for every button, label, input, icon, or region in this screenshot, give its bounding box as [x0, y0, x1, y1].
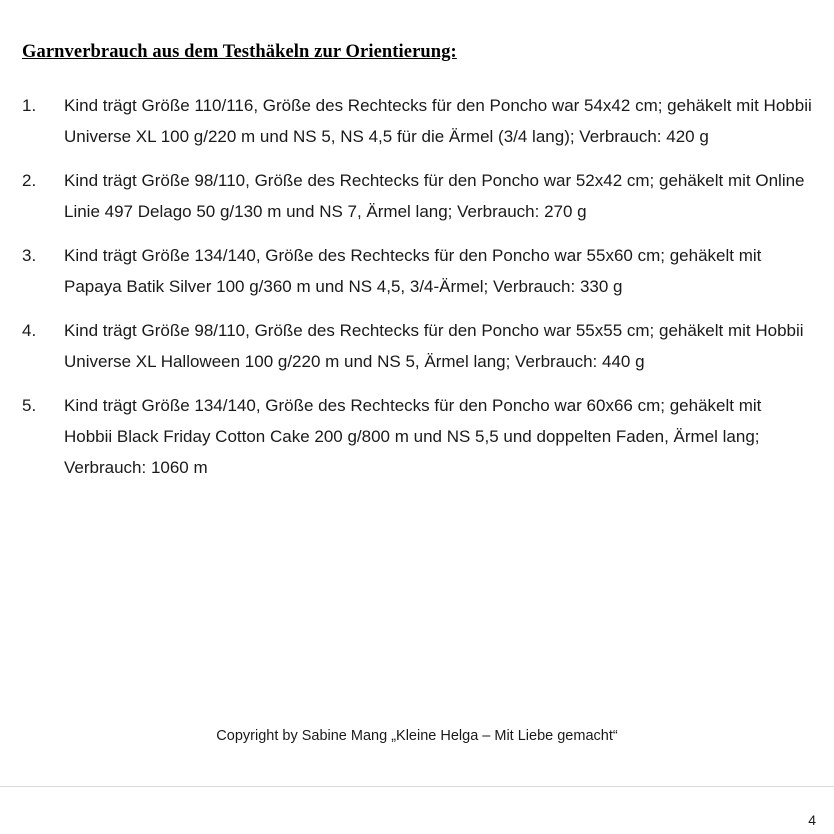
document-body	[22, 40, 812, 496]
list-item	[22, 240, 812, 302]
list-item-text: Kind trägt Größe 98/110, Größe des Rechtecks für den Poncho war 55x55 cm; gehäkelt mit Hobbii Universe XL Halloween 100 g/220 m und NS 5, Ärmel lang; Verbrauch: 440 g	[64, 321, 804, 372]
list-item-number: 3.	[22, 246, 37, 266]
list-item	[22, 390, 812, 483]
list-item	[22, 165, 812, 227]
page-number: 4	[808, 812, 816, 828]
page-title: Garnverbrauch aus dem Testhäkeln zur Orientierung:	[22, 42, 457, 62]
footer-divider	[0, 786, 834, 787]
list-item-number: 1.	[22, 96, 37, 116]
yarn-usage-list	[22, 90, 812, 483]
list-item-number: 5.	[22, 396, 37, 416]
list-item-number: 2.	[22, 171, 37, 191]
list-item-text: Kind trägt Größe 110/116, Größe des Rechtecks für den Poncho war 54x42 cm; gehäkelt mit Hobbii Universe XL 100 g/220 m und NS 5, NS 4,5 für die Ärmel (3/4 lang); Verbrauch: 420 g	[64, 96, 812, 147]
copyright-footer: Copyright by Sabine Mang „Kleine Helga – Mit Liebe gemacht“	[216, 728, 618, 744]
list-item-text: Kind trägt Größe 134/140, Größe des Rechtecks für den Poncho war 55x60 cm; gehäkelt mit Papaya Batik Silver 100 g/360 m und NS 4,5, 3/4-Ärmel; Verbrauch: 330 g	[64, 246, 762, 297]
list-item	[22, 90, 812, 152]
list-item	[22, 315, 812, 377]
list-item-text: Kind trägt Größe 98/110, Größe des Rechtecks für den Poncho war 52x42 cm; gehäkelt mit Online Linie 497 Delago 50 g/130 m und NS 7, Ärmel lang; Verbrauch: 270 g	[64, 171, 805, 222]
list-item-number: 4.	[22, 321, 37, 341]
list-item-text: Kind trägt Größe 134/140, Größe des Rechtecks für den Poncho war 60x66 cm; gehäkelt mit Hobbii Black Friday Cotton Cake 200 g/800 m und NS 5,5 und doppelten Faden, Ärmel lang; Verbrauch: 1060 m	[64, 396, 762, 478]
